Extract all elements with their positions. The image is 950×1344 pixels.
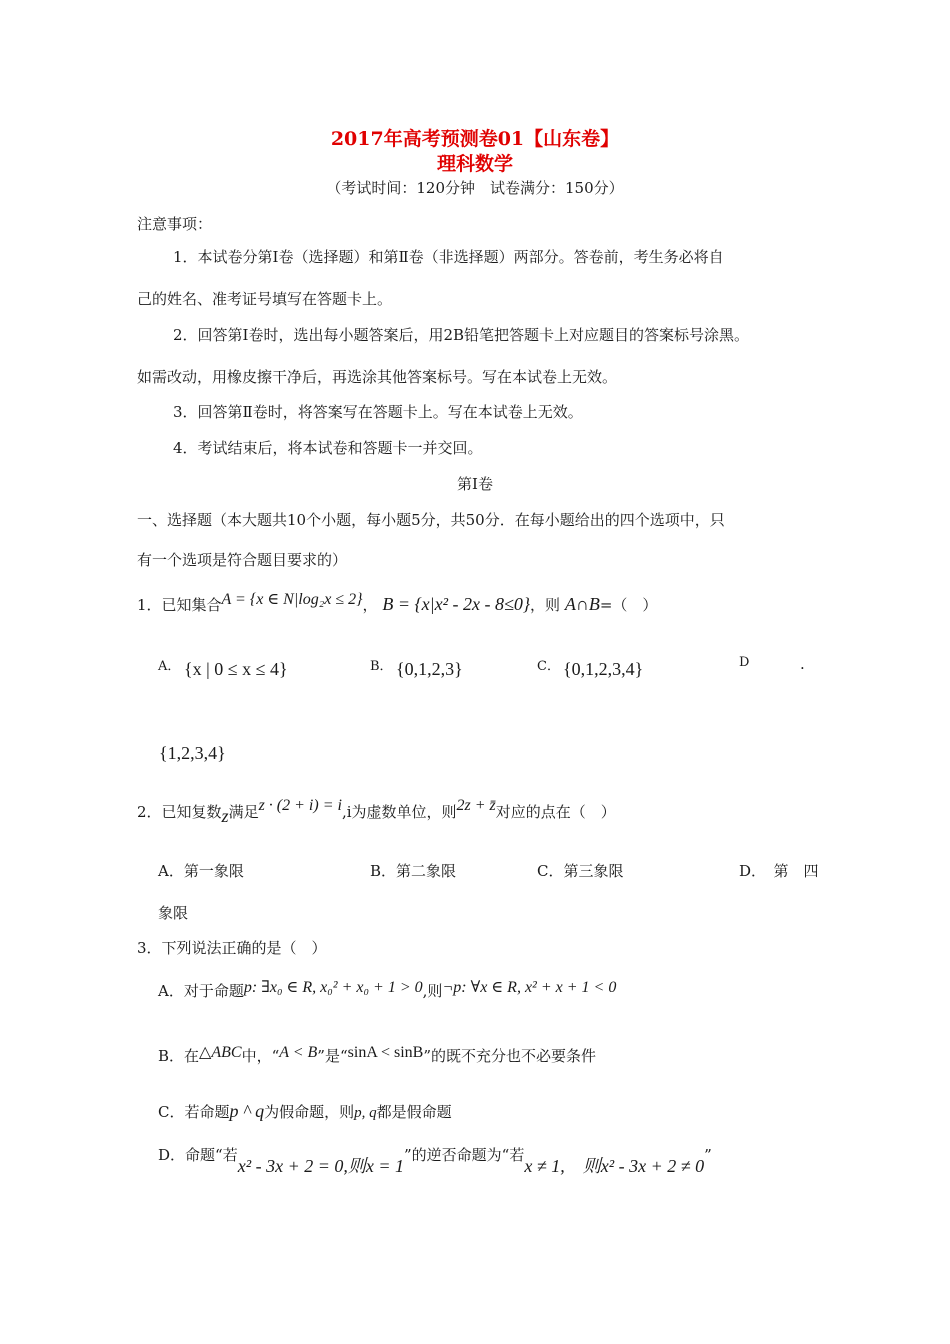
q3-option-a-prefix: A．对于命题: [158, 982, 244, 1000]
notice-item-2-line-1: 2．回答第Ⅰ卷时，选出每小题答案后，用2B铅笔把答题卡上对应题目的答案标号涂黑。: [173, 326, 750, 344]
q1-option-a-label: A．: [158, 659, 181, 674]
q2-var-z: z: [221, 806, 229, 826]
q3-option-a-proposition: p: ∃x₀ ∈ R, x₀² + x₀ + 1 > 0: [243, 979, 423, 996]
q2-condition: z · (2 + i) = i: [258, 797, 342, 814]
q3-option-d: [158, 1140, 712, 1176]
q3-option-b-mid-2: ”是“: [317, 1047, 348, 1065]
q2-expression: 2z + z̄: [456, 797, 496, 814]
q3-option-d-tail: ”: [704, 1146, 712, 1164]
q3-option-d-mid: ”的逆否命题为“若: [404, 1146, 525, 1164]
q2-option-d-line-2: 象限: [158, 904, 189, 922]
q1-option-a: {x | 0 ≤ x ≤ 4}: [184, 659, 288, 679]
q3-option-d-prefix: D．命题“若: [158, 1146, 238, 1164]
exam-info: （考试时间：120分钟 试卷满分：150分）: [326, 179, 624, 197]
q3-option-a-mid: ,则: [422, 982, 443, 1000]
q1-prefix: 1．已知集合: [137, 596, 222, 614]
q3-option-c-pq: p, q: [354, 1105, 377, 1121]
q3-option-a: [158, 980, 616, 1001]
q3-option-b-mid-1: 中，“: [241, 1047, 280, 1065]
notice-item-1-line-2: 己的姓名、准考证号填写在答题卡上。: [137, 290, 393, 308]
q1-option-c: {0,1,2,3,4}: [563, 659, 644, 679]
q2-option-b: B．第二象限: [370, 862, 457, 880]
notice-item-2-line-2: 如需改动，用橡皮擦干净后，再选涂其他答案标号。写在本试卷上无效。: [137, 368, 618, 386]
q1-then: ，则: [530, 596, 561, 614]
q1-option-c-label: C．: [537, 659, 560, 674]
q3-option-b: [158, 1045, 596, 1066]
q2-option-c: C．第三象限: [537, 862, 624, 880]
q1-option-b-label: B．: [370, 659, 393, 674]
q2-mid-2: ,i为虚数单位，则: [341, 803, 457, 821]
q1-option-d: {1,2,3,4}: [159, 743, 226, 763]
q1-option-b: {0,1,2,3}: [396, 659, 463, 679]
q3-option-d-expression-2: x ≠ 1, 则x² - 3x + 2 ≠ 0: [524, 1156, 705, 1176]
q1-option-d-label: D: [739, 655, 750, 670]
section-intro-line-1: 一、选择题（本大题共10个小题，每小题5分，共50分．在每小题给出的四个选项中，只: [137, 511, 725, 529]
q3-option-b-condition-1: A < B: [279, 1044, 318, 1061]
exam-subtitle: 理科数学: [436, 153, 513, 175]
question-1-stem: [137, 591, 658, 615]
q3-option-c: [158, 1101, 452, 1122]
q2-tail: 对应的点在（ ）: [495, 803, 616, 821]
q3-option-c-prefix: C．若命题: [158, 1103, 230, 1121]
part-title: 第Ⅰ卷: [457, 475, 493, 493]
q1-set-a: A = {x ∈ N|log₂x ≤ 2}: [221, 591, 363, 608]
q3-option-b-triangle: △ABC: [199, 1044, 242, 1061]
q1-intersection: A∩B: [564, 594, 600, 614]
question-3-stem: 3．下列说法正确的是（ ）: [137, 939, 327, 957]
notice-heading: 注意事项：: [137, 215, 213, 233]
q3-option-c-tail: 都是假命题: [376, 1103, 452, 1121]
q3-option-b-tail: ”的既不充分也不必要条件: [423, 1047, 597, 1065]
q3-option-c-mid: 为假命题，则: [264, 1103, 355, 1121]
q3-option-b-condition-2: sinA < sinB: [347, 1044, 424, 1061]
q1-paren: =（ ）: [599, 596, 658, 614]
q3-option-a-negation: ¬p: ∀x ∈ R, x² + x + 1 < 0: [442, 979, 617, 996]
q2-mid-1: 满足: [228, 803, 259, 821]
q1-set-b: B = {x|x² - 2x - 8≤0}: [382, 594, 531, 614]
notice-item-1-line-1: 1．本试卷分第Ⅰ卷（选择题）和第Ⅱ卷（非选择题）两部分。答卷前，考生务必将自: [173, 248, 724, 266]
section-intro-line-2: 有一个选项是符合题目要求的）: [137, 551, 348, 569]
q3-option-d-expression-1: x² - 3x + 2 = 0,则x = 1: [237, 1156, 405, 1176]
q1-separator: ，: [362, 596, 378, 614]
q2-option-a: A．第一象限: [158, 862, 244, 880]
q3-option-c-expression: p ^ q: [229, 1101, 265, 1121]
notice-item-4: 4．考试结束后，将本试卷和答题卡一并交回。: [173, 439, 483, 457]
q3-option-b-prefix: B．在: [158, 1047, 200, 1065]
exam-title: 2017年高考预测卷01【山东卷】: [330, 128, 620, 150]
question-2-stem: [137, 797, 616, 826]
q1-option-d-dot: .: [800, 655, 805, 673]
notice-item-3: 3．回答第Ⅱ卷时，将答案写在答题卡上。写在本试卷上无效。: [173, 403, 583, 421]
q2-option-d-line-1: D． 第 四: [739, 862, 819, 880]
q2-prefix: 2．已知复数: [137, 803, 222, 821]
